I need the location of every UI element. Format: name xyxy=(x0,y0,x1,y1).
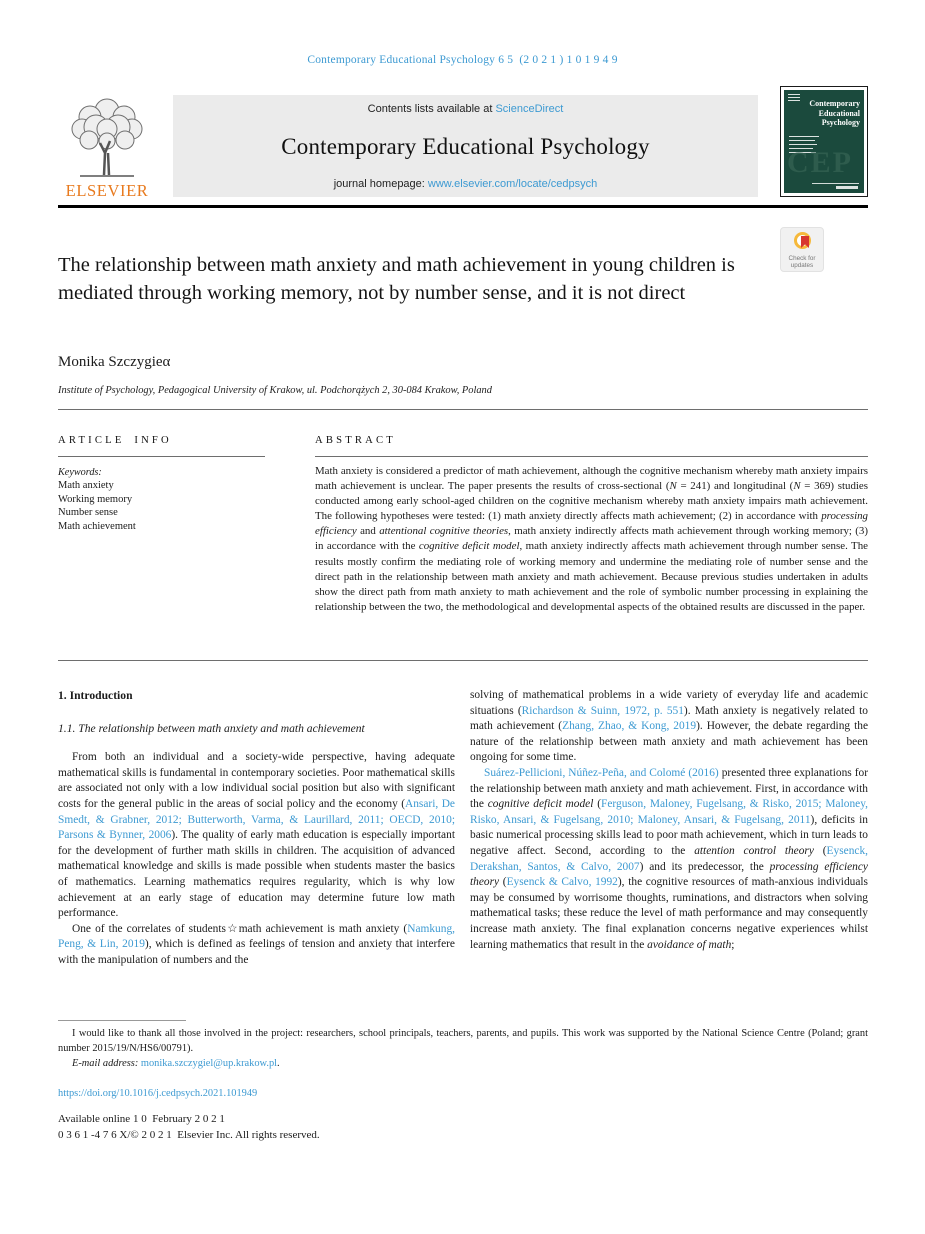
citation-link[interactable]: Richardson & Suinn, 1972, p. 551 xyxy=(521,704,684,717)
check-updates-icon xyxy=(794,232,811,249)
text-segment: From both an individual and a society-wide perspective, having adequate mathematical skills is fundamental in contemporary societies. Poor mathematical skills are associated not only with a low individual social position but also with significant costs for the general public in the areas of social policy and the economy ( xyxy=(58,751,455,810)
journal-title: Contemporary Educational Psychology xyxy=(281,133,650,159)
text-segment: processing efficiency theory xyxy=(470,860,868,889)
check-for-updates-badge[interactable] xyxy=(780,227,824,272)
text-segment: . xyxy=(277,1057,280,1069)
text-segment: ), the cognitive resources of math-anxious individuals may be consumed by worrisome thoughts, ruminations, and distractors when solving mathematical tasks; these reduce the level of math performance and may consequently increase math anxiety. The final explanation concerns negative experiences whilst learning mathematics that result in the xyxy=(470,876,868,951)
text-segment: ( xyxy=(499,876,507,889)
contents-list-line xyxy=(368,103,564,115)
text-segment: attentional cognitive theories xyxy=(379,525,509,538)
text-segment: ) and its predecessor, the xyxy=(639,860,770,873)
cover-text-bar xyxy=(789,136,819,137)
text-segment: = 369) studies conducted among early school-aged children on the cognitive mechanism whereby math anxiety impairs math achievement. The following hypotheses were tested: (1) math anxiety directly affects math achievement; (2) in accordance with xyxy=(315,480,868,523)
text-segment: avoidance of math xyxy=(647,938,732,951)
journal-homepage-link[interactable]: www.elsevier.com/locate/cedpsych xyxy=(427,178,598,190)
cover-mark xyxy=(788,100,800,101)
cover-text-bar xyxy=(789,140,815,141)
keyword-item: Number sense xyxy=(58,507,118,519)
text-segment: ( xyxy=(593,798,602,811)
paragraph xyxy=(470,688,868,766)
elsevier-wordmark: ELSEVIER xyxy=(65,181,149,200)
text-segment: N xyxy=(669,480,677,493)
journal-header-band xyxy=(173,95,758,197)
author-name[interactable]: Monika Szczygieα xyxy=(58,354,171,370)
text-segment: = 241) and longitudinal ( xyxy=(676,480,794,493)
journal-homepage-line xyxy=(334,178,598,190)
text-segment: cognitive deficit model xyxy=(487,798,594,811)
check-updates-text: updates xyxy=(790,262,814,269)
footnote-block xyxy=(58,1027,868,1071)
citation-link[interactable]: Ferguson, Maloney, Fugelsang, & Risko, 2015; Maloney, Risko, Ansari, & Fugelsang, 2010; Maloney, Ansari, & Fugelsang, 2011 xyxy=(470,798,869,826)
cover-title-line: Educational xyxy=(818,108,860,118)
footnote-divider xyxy=(58,1020,186,1021)
email-link[interactable]: monika.szczygiel@up.krakow.pl xyxy=(140,1057,278,1069)
email-line xyxy=(58,1057,868,1072)
text-segment: , math anxiety indirectly affects math achievement through number sense. The results mostly confirm the mediating role of working memory and undermine the mediating role of number sense and the direct path in the relationship between math anxiety and math achievement. Because previous studies undertaken in adults show the direct path from math anxiety to math achievement and the role of symbolic number processing in explaining the relationship between the two, the methodological and developmental aspects of the obtained results are discussed in the paper. xyxy=(315,540,868,613)
acknowledgement-note: I would like to thank all those involved in the project: researchers, school principals, teachers, parents, and pupils. This work was supported by the National Science Centre (Poland; grant number 2015/19/N/HS6/00791). xyxy=(58,1028,868,1054)
subsection-heading: 1.1. The relationship between math anxiety and math achievement xyxy=(58,721,365,735)
cover-mark xyxy=(788,94,800,95)
keyword-item: Math anxiety xyxy=(58,480,114,492)
body-column-left xyxy=(58,688,455,969)
text-segment: processing efficiency xyxy=(315,510,868,538)
sciencedirect-link[interactable]: ScienceDirect xyxy=(495,103,564,115)
elsevier-logo[interactable] xyxy=(57,95,157,205)
abstract-text xyxy=(315,464,868,615)
text-segment: , math anxiety indirectly affects math achievement through working memory; (3) in accordance with the xyxy=(315,525,869,553)
check-updates-label xyxy=(781,255,823,269)
paragraph xyxy=(470,766,868,953)
check-updates-text: Check for xyxy=(788,255,816,262)
journal-cover-art xyxy=(784,90,864,193)
keyword-item: Math achievement xyxy=(58,520,136,532)
cover-cep-monogram: CEP xyxy=(787,146,853,179)
citation-link[interactable]: Suárez-Pellicioni, Núñez-Peña, and Colomé (2016) xyxy=(484,766,719,779)
divider xyxy=(58,660,868,661)
available-online-line: Available online 1 0 February 2 0 2 1 xyxy=(58,1113,225,1125)
citation-link[interactable]: Ansari, De Smedt, & Grabner, 2012; Butterworth, Varma, & Laurillard, 2011; OECD, 2010; Parsons & Bynner, 2006 xyxy=(58,797,455,842)
keywords-block xyxy=(58,466,268,533)
text-segment: N xyxy=(793,480,801,493)
text-segment: ). Math anxiety is negatively related to math achievement ( xyxy=(470,704,869,733)
text-segment: attention control theory xyxy=(694,844,814,857)
bookmark-icon xyxy=(801,236,809,248)
elsevier-tree-icon xyxy=(62,95,152,179)
abstract-heading: ABSTRACT xyxy=(315,435,396,446)
article-info-heading: ARTICLE INFO xyxy=(58,435,172,446)
citation-link[interactable]: Eysenck, Derakshan, Santos, & Calvo, 2007 xyxy=(470,844,868,873)
paragraph xyxy=(58,922,455,969)
cover-text-bar xyxy=(789,144,817,145)
text-segment: ( xyxy=(813,844,827,857)
doi-link[interactable]: https://doi.org/10.1016/j.cedpsych.2021.101949 xyxy=(58,1088,258,1099)
copyright-line: 0 3 6 1 -4 7 6 X/© 2 0 2 1 Elsevier Inc. All rights reserved. xyxy=(58,1129,320,1141)
divider xyxy=(315,456,868,457)
cover-mark xyxy=(788,97,800,98)
text-segment: solving of mathematical problems in a wide variety of everyday life and academic situations ( xyxy=(470,689,868,717)
text-segment: Contents lists available at xyxy=(367,103,496,115)
cover-divider xyxy=(812,183,859,184)
cover-title-line: Psychology xyxy=(821,118,860,127)
section-heading: 1. Introduction xyxy=(58,689,133,702)
cover-journal-title xyxy=(809,99,860,128)
citation-link[interactable]: Eysenck & Calvo, 1992 xyxy=(506,876,618,889)
journal-cover-thumbnail[interactable] xyxy=(780,86,868,197)
text-segment: E-mail address: xyxy=(72,1057,141,1069)
divider xyxy=(58,456,265,457)
text-segment: ; xyxy=(731,938,735,951)
keywords-label: Keywords: xyxy=(58,467,102,478)
text-segment: ). However, the debate regarding the nature of the relationship between math anxiety and math achievement has been ongoing for some time. xyxy=(470,720,869,764)
text-segment: Math anxiety is considered a predictor of math achievement, although the cognitive mechanism whereby math anxiety impairs math achievement is unclear. The paper presents the results of cross-sectional ( xyxy=(315,465,868,493)
citation-link[interactable]: Zhang, Zhao, & Kong, 2019 xyxy=(562,720,697,733)
body-column-right xyxy=(470,688,868,953)
header-rule xyxy=(58,205,868,208)
text-segment: ). The quality of early math education is especially important for the development of further math skills in children. The acquisition of advanced mathematical knowledge and skills is made possible when students master the basics of mathematics. Learning mathematics requires regularity, which is why low achievement at an early stage of education may determine future low math performance. xyxy=(58,829,455,920)
cover-publisher-mark xyxy=(836,186,858,189)
journal-reference: Contemporary Educational Psychology 6 5 (2 0 2 1 ) 1 0 1 9 4 9 xyxy=(307,54,618,66)
author-affiliation: Institute of Psychology, Pedagogical University of Krakow, ul. Podchorążych 2, 30-084 Krakow, Poland xyxy=(58,385,492,396)
cover-title-line: Contemporary xyxy=(809,99,860,108)
text-segment: cognitive deficit model xyxy=(418,540,520,553)
divider xyxy=(58,409,868,410)
keyword-item: Working memory xyxy=(58,493,133,505)
text-segment: presented three explanations for the relationship between math anxiety and math achievement. First, in accordance with the xyxy=(470,766,869,811)
text-segment: ), which is defined as feelings of tension and anxiety that interfere with the manipulation of numbers and the xyxy=(58,938,455,966)
text-segment: and xyxy=(356,525,380,538)
text-segment: journal homepage: xyxy=(333,178,428,190)
article-title: The relationship between math anxiety and math achievement in young children is mediated through working memory, not by number sense, and it is not direct xyxy=(58,254,735,304)
paragraph xyxy=(58,750,455,922)
citation-link[interactable]: Namkung, Peng, & Lin, 2019 xyxy=(58,922,455,951)
text-segment: ), deficits in basic numerical processing skills lead to poor math achievement, which in turn leads to negative affect. Second, according to the xyxy=(470,813,868,857)
text-segment: One of the correlates of students☆math achievement is math anxiety ( xyxy=(72,922,408,935)
